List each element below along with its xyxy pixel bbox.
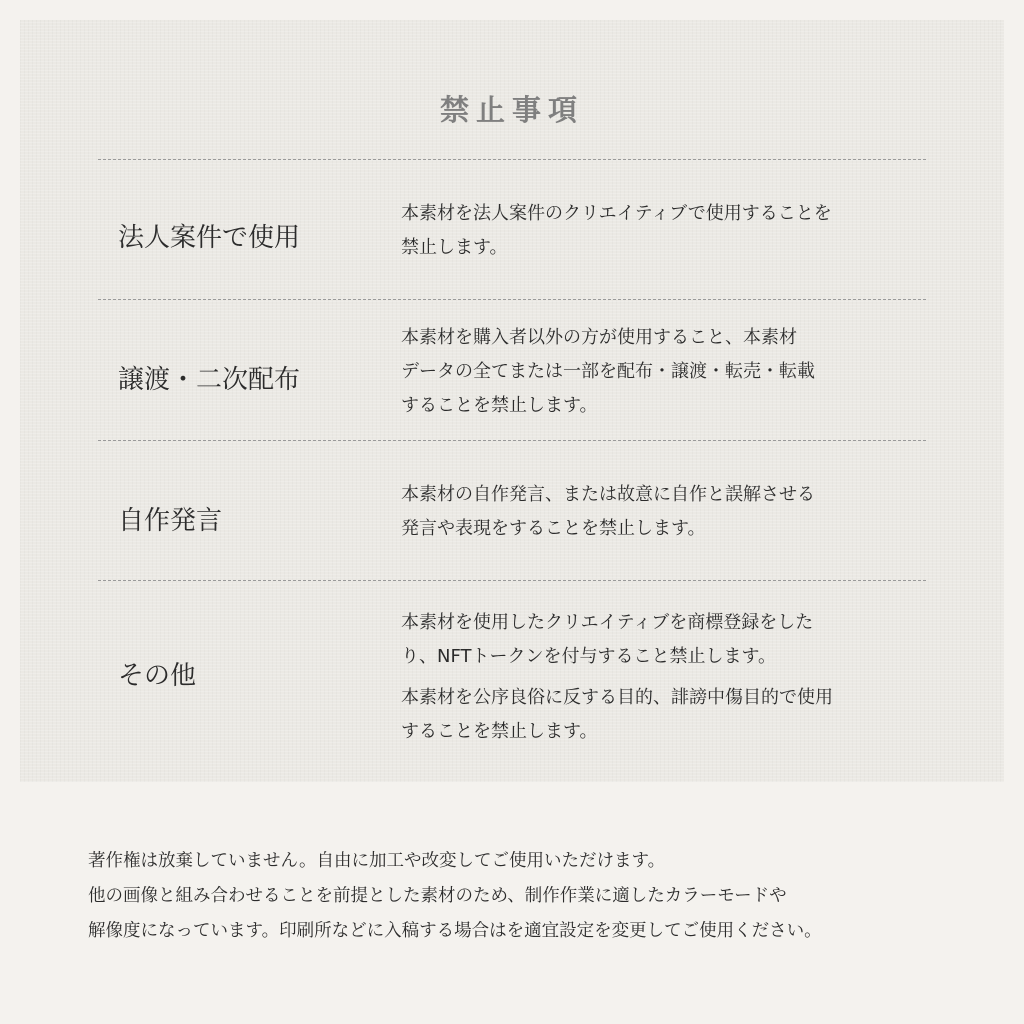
description-line: することを禁止します。 bbox=[401, 721, 598, 742]
row-description-redistribution bbox=[401, 321, 941, 423]
divider bbox=[98, 299, 926, 300]
divider bbox=[98, 159, 926, 160]
description-line: 本素材を法人案件のクリエイティブで使用することを bbox=[401, 203, 832, 224]
description-line: 禁止します。 bbox=[401, 237, 508, 258]
divider bbox=[98, 440, 926, 441]
footer-line: 解像度になっています。印刷所などに入稿する場合はを適宜設定を変更してご使用ください。 bbox=[88, 921, 822, 941]
description-line: 本素材を使用したクリエイティブを商標登録をした bbox=[401, 612, 814, 633]
footer-line: 他の画像と組み合わせることを前提とした素材のため、制作作業に適したカラーモードや bbox=[88, 886, 787, 906]
row-description-self-attribution bbox=[401, 478, 941, 546]
description-line: 本素材を購入者以外の方が使用すること、本素材 bbox=[401, 327, 797, 348]
row-label-self-attribution: 自作発言 bbox=[118, 506, 223, 536]
row-description-corporate-use bbox=[401, 197, 941, 265]
description-line: 本素材の自作発言、または故意に自作と誤解させる bbox=[401, 484, 815, 505]
divider bbox=[98, 580, 926, 581]
row-description-other bbox=[401, 606, 941, 674]
row-label-redistribution: 譲渡・二次配布 bbox=[118, 365, 301, 395]
description-line: データの全てまたは一部を配布・譲渡・転売・転載 bbox=[401, 361, 815, 382]
description-line: り、NFTトークンを付与すること禁止します。 bbox=[401, 646, 777, 667]
description-line: することを禁止します。 bbox=[401, 395, 598, 416]
row-label-other: その他 bbox=[118, 661, 197, 691]
row-label-corporate-use: 法人案件で使用 bbox=[118, 223, 301, 253]
description-line: 本素材を公序良俗に反する目的、誹謗中傷目的で使用 bbox=[401, 687, 833, 708]
footer-line: 著作権は放棄していません。自由に加工や改変してご使用いただけます。 bbox=[88, 851, 666, 871]
page-title: 禁止事項 bbox=[439, 93, 584, 127]
row-description-other-2 bbox=[401, 681, 941, 749]
description-line: 発言や表現をすることを禁止します。 bbox=[401, 518, 706, 539]
footer-notes bbox=[88, 844, 988, 949]
